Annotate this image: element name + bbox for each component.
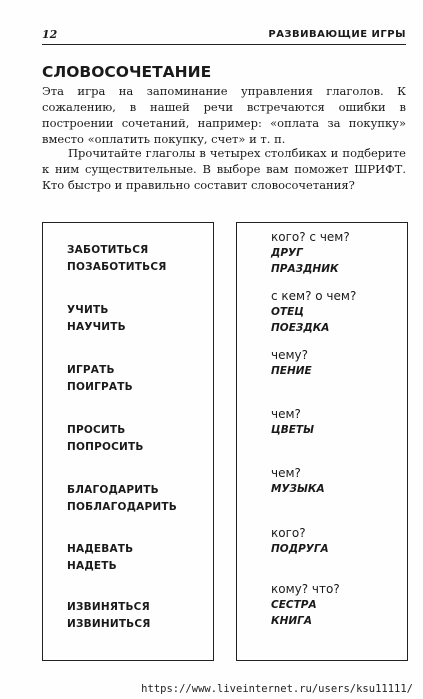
noun-group — [271, 347, 312, 379]
case-question: чем? — [271, 407, 301, 421]
noun: СЕСТРА — [271, 599, 317, 611]
case-question: чему? — [271, 348, 308, 362]
noun: ДРУГ — [271, 247, 303, 259]
verb-imperfective: ПРОСИТЬ — [67, 424, 126, 436]
verb-perfective: НАУЧИТЬ — [67, 321, 126, 333]
nouns-box — [236, 222, 408, 661]
noun: ЦВЕТЫ — [271, 424, 314, 436]
verb-imperfective: ИЗВИНЯТЬСЯ — [67, 601, 150, 613]
verb-pair — [67, 242, 167, 276]
watermark-url: https://www.liveinternet.ru/users/ksu11111/ — [141, 683, 413, 695]
instruction-paragraph: Прочитайте глаголы в четырех столбиках и подберите к ним существительные. В выборе вам поможет ШРИФТ. Кто быстро и правильно составит словосочетания? — [42, 146, 406, 192]
verb-imperfective: ЗАБОТИТЬСЯ — [67, 244, 149, 256]
noun: ПРАЗДНИК — [271, 263, 339, 275]
noun-group — [271, 465, 325, 497]
noun-group — [271, 581, 340, 629]
case-question: кого? с чем? — [271, 230, 350, 244]
verbs-box — [42, 222, 214, 661]
verb-pair — [67, 541, 133, 575]
verb-perfective: ПОИГРАТЬ — [67, 381, 133, 393]
noun: ПЕНИЕ — [271, 365, 312, 377]
noun-group — [271, 525, 329, 557]
verb-pair — [67, 302, 126, 336]
noun-group — [271, 406, 314, 438]
noun: ОТЕЦ — [271, 306, 305, 318]
noun-group — [271, 229, 350, 277]
verb-perfective: ПОЗАБОТИТЬСЯ — [67, 261, 167, 273]
case-question: кому? что? — [271, 582, 340, 596]
running-title: РАЗВИВАЮЩИЕ ИГРЫ — [268, 29, 406, 40]
case-question: кого? — [271, 526, 306, 540]
page-number: 12 — [42, 28, 58, 41]
verb-imperfective: БЛАГОДАРИТЬ — [67, 484, 159, 496]
noun: ПОДРУГА — [271, 543, 329, 555]
verb-imperfective: УЧИТЬ — [67, 304, 109, 316]
verb-perfective: НАДЕТЬ — [67, 560, 117, 572]
verb-perfective: ИЗВИНИТЬСЯ — [67, 618, 151, 630]
verb-pair — [67, 362, 133, 396]
noun: МУЗЫКА — [271, 483, 325, 495]
case-question: с кем? о чем? — [271, 289, 357, 303]
verb-pair — [67, 599, 151, 633]
verb-pair — [67, 482, 177, 516]
verb-pair — [67, 422, 144, 456]
verb-imperfective: ИГРАТЬ — [67, 364, 115, 376]
noun: ПОЕЗДКА — [271, 322, 330, 334]
noun-group — [271, 288, 356, 336]
case-question: чем? — [271, 466, 301, 480]
verb-perfective: ПОБЛАГОДАРИТЬ — [67, 501, 177, 513]
section-title: СЛОВОСОЧЕТАНИЕ — [42, 63, 212, 81]
intro-paragraph: Эта игра на запоминание управления глаголов. К сожалению, в нашей речи встречаются ошибки в построении сочетаний, например: «оплата за покупку» вместо «оплатить покупку, счет» и т. п. — [42, 84, 406, 146]
verb-imperfective: НАДЕВАТЬ — [67, 543, 134, 555]
noun: КНИГА — [271, 615, 312, 627]
page-header — [42, 30, 406, 45]
verb-perfective: ПОПРОСИТЬ — [67, 441, 144, 453]
